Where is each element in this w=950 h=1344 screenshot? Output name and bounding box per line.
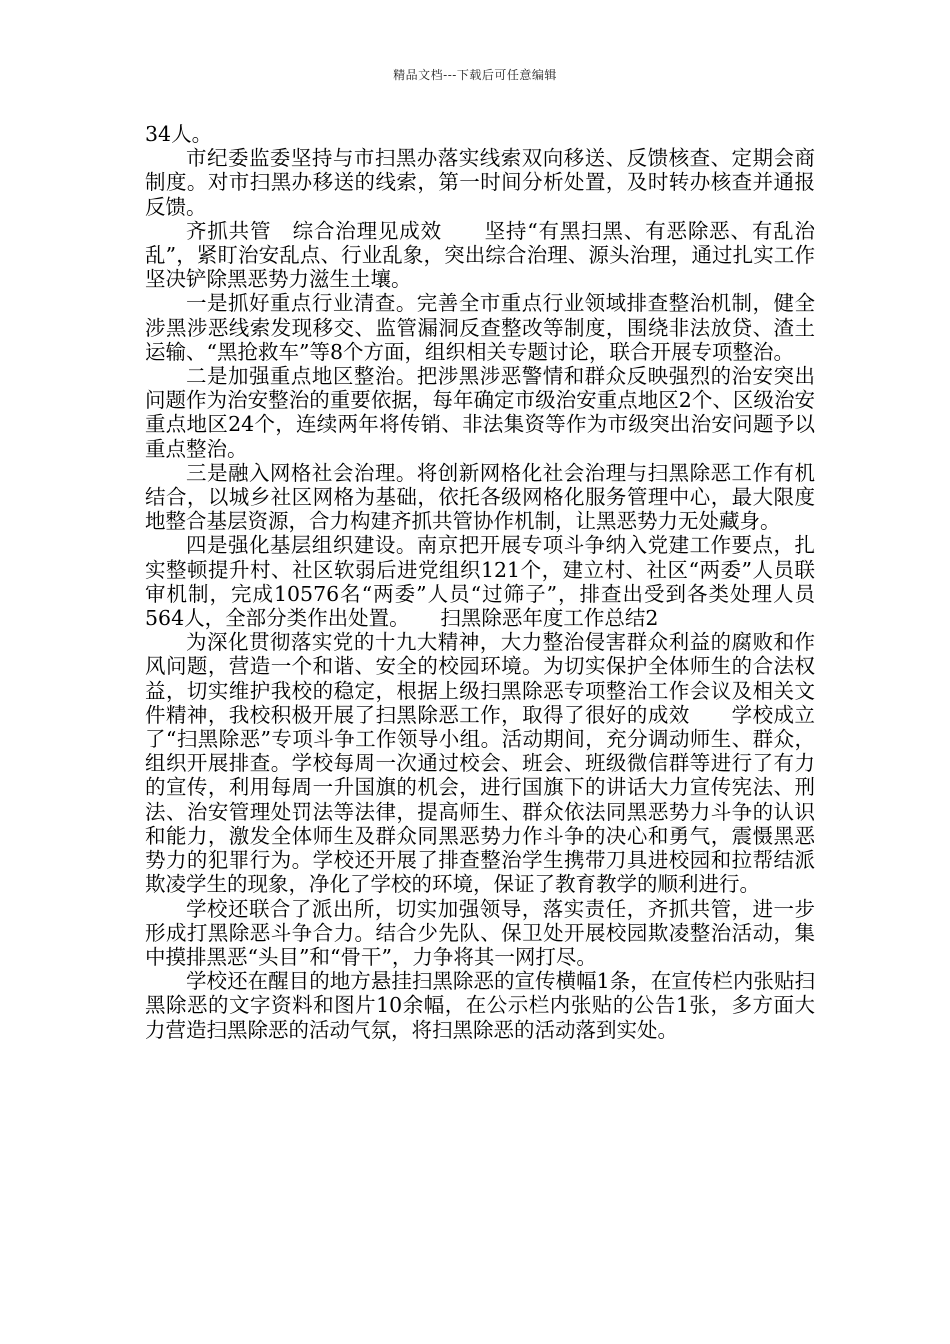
document-body: [145, 122, 815, 1042]
paragraph: 34人。: [145, 122, 213, 146]
paragraph: 二是加强重点地区整治。把涉黑涉恶警情和群众反映强烈的治安突出问题作为治安整治的重要依据，每年确定市级治安重点地区2个、区级治安重点地区24个，连续两年将传销、非法集资等作为市级突出治安问题予以重点整治。: [145, 364, 815, 461]
paragraph: 齐抓共管 综合治理见成效 坚持“有黑扫黑、有恶除恶、有乱治乱”，紧盯治安乱点、行业乱象，突出综合治理、源头治理，通过扎实工作坚决铲除黑恶势力滋生土壤。: [145, 218, 815, 292]
paragraph: 四是强化基层组织建设。南京把开展专项斗争纳入党建工作要点，扎实整顿提升村、社区软弱后进党组织121个，建立村、社区“两委”人员联审机制，完成10576名“两委”人员“过筛子”，排查出受到各类处理人员564人，全部分类作出处置。 扫黑除恶年度工作总结2: [145, 533, 815, 631]
page-header: 精品文档---下载后可任意编辑: [393, 68, 557, 82]
paragraph: 学校还联合了派出所，切实加强领导，落实责任，齐抓共管，进一步形成打黑除恶斗争合力。结合少先队、保卫处开展校园欺凌整治活动，集中摸排黑恶“头目”和“骨干”，力争将其一网打尽。: [145, 896, 815, 969]
paragraph: 一是抓好重点行业清查。完善全市重点行业领域排查整治机制，健全涉黑涉恶线索发现移交、监管漏洞反查整改等制度，围绕非法放贷、渣土运输、“黑抢救车”等8个方面，组织相关专题讨论，联合开展专项整治。: [145, 291, 815, 364]
paragraph: 学校还在醒目的地方悬挂扫黑除恶的宣传横幅1条，在宣传栏内张贴扫黑除恶的文字资料和图片10余幅，在公示栏内张贴的公告1张，多方面大力营造扫黑除恶的活动气氛，将扫黑除恶的活动落到实处。: [145, 969, 815, 1042]
paragraph: 市纪委监委坚持与市扫黑办落实线索双向移送、反馈核查、定期会商制度。对市扫黑办移送的线索，第一时间分析处置，及时转办核查并通报反馈。: [145, 146, 815, 219]
paragraph: 三是融入网格社会治理。将创新网格化社会治理与扫黑除恶工作有机结合，以城乡社区网格为基础，依托各级网格化服务管理中心，最大限度地整合基层资源，合力构建齐抓共管协作机制，让黑恶势力无处藏身。: [145, 460, 815, 534]
paragraph: 为深化贯彻落实党的十九大精神，大力整治侵害群众利益的腐败和作风问题，营造一个和谐、安全的校园环境。为切实保护全体师生的合法权益，切实维护我校的稳定，根据上级扫黑除恶专项整治工作会议及相关文件精神，我校积极开展了扫黑除恶工作，取得了很好的成效 学校成立了“扫黑除恶”专项斗争工作领导小组。活动期间，充分调动师生、群众，组织开展排查。学校每周一次通过校会、班会、班级微信群等进行了有力的宣传，利用每周一升国旗的机会，进行国旗下的讲话大力宣传宪法、刑法、治安管理处罚法等法律，提高师生、群众依法同黑恶势力斗争的认识和能力，激发全体师生及群众同黑恶势力作斗争的决心和勇气，震慑黑恶势力的犯罪行为。学校还开展了排查整治学生携带刀具进校园和拉帮结派欺凌学生的现象，净化了学校的环境，保证了教育教学的顺利进行。: [145, 630, 815, 897]
